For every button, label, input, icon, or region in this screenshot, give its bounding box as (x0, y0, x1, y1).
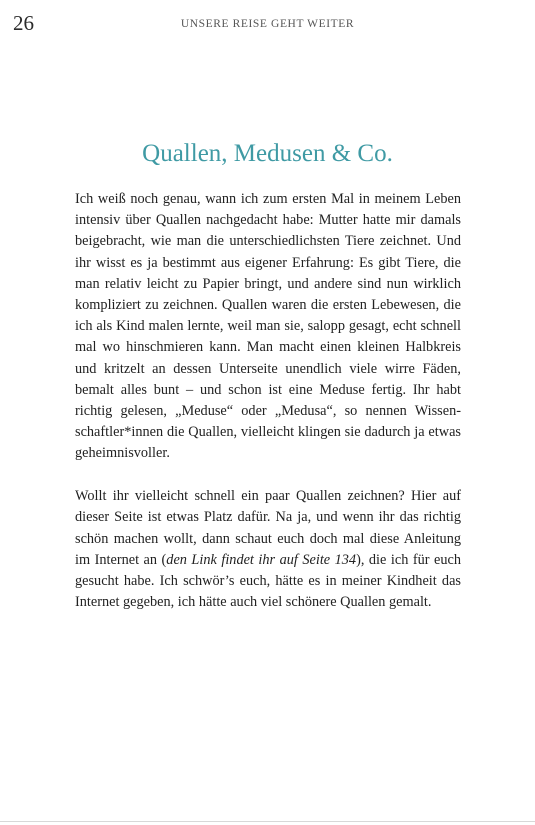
chapter-title: Quallen, Medusen & Co. (142, 140, 393, 167)
paragraph-2 (75, 486, 461, 613)
running-header-title: UNSERE REISE GEHT WEITER (180, 18, 355, 30)
paragraph-2-text-before: Wollt ihr vielleicht schnell ein paar Quallen zeichnen? Hier auf dieser Seite ist etwas Platz dafür. Na ja, und wenn ihr das richtig schön machen wollt, dann schaut euch doch mal diese Anleitung im Internet an ( (75, 488, 461, 568)
paragraph-2-text-after: ), die ich für euch gesucht habe. Ich schwör’s euch, hätte es in meiner Kindheit das Internet gegeben, ich hätte auch viel schönere Quallen gemalt. (75, 551, 461, 611)
paragraph-1: Ich weiß noch genau, wann ich zum ersten Mal in meinem Leben intensiv über Quallen nachgedacht habe: Mutter hatte mir damals beigebracht, wie man die unterschiedlichsten Tiere zeichnet. Und ihr wisst es ja bestimmt aus eigener Erfahrung: Es gibt Tiere, die man relativ leicht zu Papier bringt, und andere sind nun wirklich kompliziert zu zeichnen. Quallen waren die ersten Lebewesen, die ich als Kind malen lernte, weil man sie, salopp gesagt, echt schnell mal wo hinschmieren kann. Man macht einen kleinen Halbkreis und kritzelt an dessen Unterseite unendlich viele wirre Fäden, bemalt alles bunt – und schon ist eine Meduse fertig. Ihr habt richtig gelesen, „Meduse“ oder „Medusa“, so nennen Wissenschaftler*innen die Quallen, vielleicht klingen sie dadurch ja etwas geheimnisvoller. (75, 191, 461, 462)
page-reference-italic: den Link findet ihr auf Seite 134 (166, 551, 357, 568)
body-text (75, 189, 461, 613)
page-bottom-edge (0, 821, 535, 822)
page-number: 26 (13, 11, 34, 35)
